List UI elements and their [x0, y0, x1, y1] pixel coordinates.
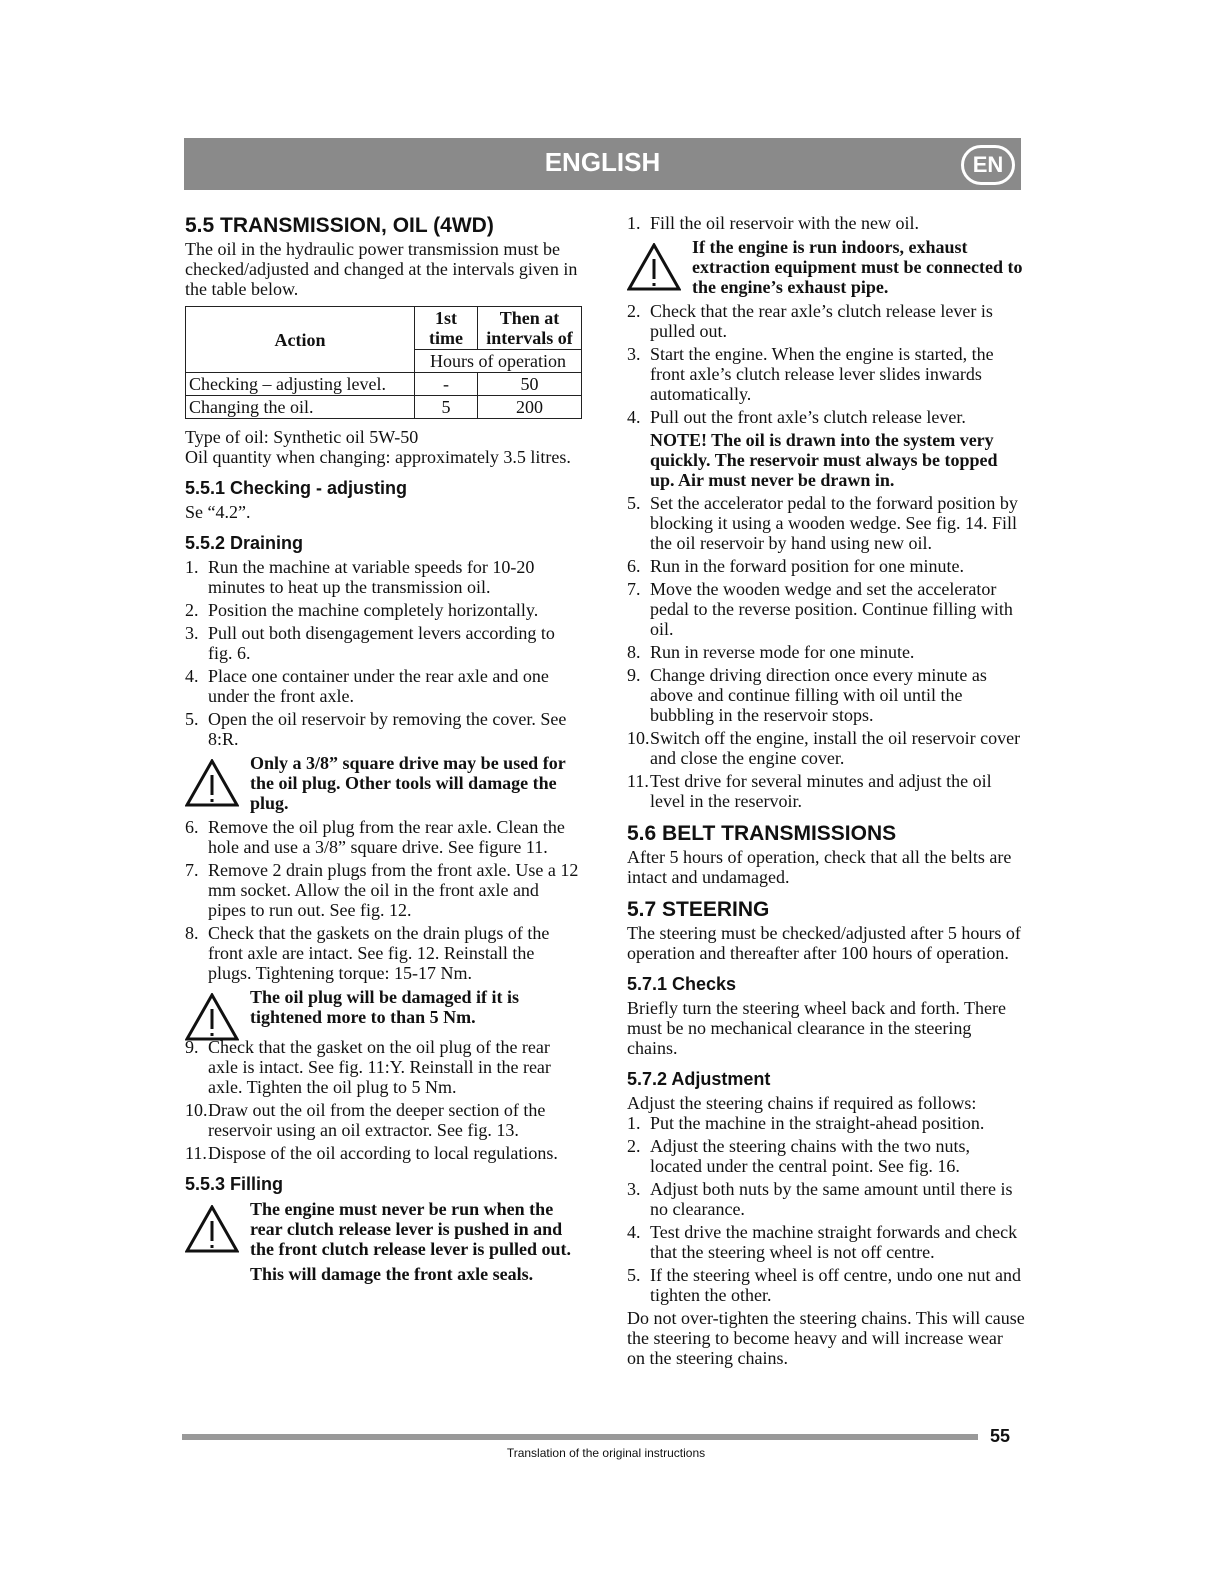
list-item-text: Move the wooden wedge and set the accelerator pedal to the reverse position. Continue filling with oil.: [650, 579, 1013, 639]
warning-text: The oil plug will be damaged if it is tightened more to than 5 Nm.: [250, 987, 520, 1027]
draining-steps-c: [185, 1037, 581, 1163]
filling-steps-b: [627, 301, 1025, 427]
list-item-text: Place one container under the rear axle and one under the front axle.: [208, 666, 549, 706]
list-item: [627, 1265, 1025, 1305]
list-item: [185, 557, 581, 597]
heading-5-6: 5.6 BELT TRANSMISSIONS: [627, 822, 897, 845]
checking-paragraph: Se “4.2”.: [185, 502, 251, 522]
adjustment-intro: Adjust the steering chains if required as follows:: [627, 1093, 977, 1113]
list-item-text: Test drive the machine straight forwards and check that the steering wheel is not off centre.: [650, 1222, 1018, 1262]
list-item-number: 2.: [185, 600, 199, 620]
list-item-text: Position the machine completely horizontally.: [208, 600, 539, 620]
list-item-number: 8.: [185, 923, 199, 943]
list-item-number: 5.: [185, 709, 199, 729]
list-item: [627, 407, 1025, 427]
list-item: [627, 579, 1025, 639]
footer-note: Translation of the original instructions: [506, 1446, 706, 1460]
list-item: [185, 600, 581, 620]
list-item-text: Switch off the engine, install the oil reservoir cover and close the engine cover.: [650, 728, 1021, 768]
list-item: [185, 860, 581, 920]
list-item-text: Remove 2 drain plugs from the front axle. Use a 12 mm socket. Allow the oil in the front axle and pipes to run out. See fig. 12.: [208, 860, 579, 920]
list-item-number: 11.: [627, 771, 649, 791]
list-item-text: Remove the oil plug from the rear axle. Clean the hole and use a 3/8” square drive. See figure 11.: [208, 817, 565, 857]
list-item-number: 5.: [627, 1265, 641, 1285]
list-item-text: If the steering wheel is off centre, undo one nut and tighten the other.: [650, 1265, 1022, 1305]
list-item: [627, 728, 1025, 768]
list-item: [185, 1037, 581, 1097]
list-item-number: 11.: [185, 1143, 207, 1163]
warning-text: If the engine is run indoors, exhaust extraction equipment must be connected to the engine’s exhaust pipe.: [692, 237, 1023, 297]
list-item-number: 3.: [627, 1179, 641, 1199]
filling-steps-a: [627, 213, 1025, 233]
list-item: [627, 1113, 1025, 1133]
oil-quantity: Oil quantity when changing: approximately 3.5 litres.: [185, 447, 571, 467]
warning-triangle-icon: [185, 1205, 239, 1253]
list-item-number: 3.: [185, 623, 199, 643]
list-item: [627, 213, 1025, 233]
footer-rule: [182, 1434, 978, 1440]
left-column: [185, 213, 581, 1288]
table-cell-first: -: [415, 373, 478, 396]
list-item-text: Check that the gasket on the oil plug of the rear axle is intact. See fig. 11:Y. Reinstall in the rear axle. Tighten the oil plug to 5 Nm.: [208, 1037, 551, 1097]
heading-5-7: 5.7 STEERING: [627, 898, 770, 921]
intro-paragraph: The oil in the hydraulic power transmission must be checked/adjusted and changed at the intervals given in the table below.: [185, 239, 578, 299]
list-item-number: 5.: [627, 493, 641, 513]
list-item-text: Dispose of the oil according to local regulations.: [208, 1143, 558, 1163]
page-number: 55: [990, 1426, 1011, 1446]
list-item-text: Pull out both disengagement levers according to fig. 6.: [208, 623, 555, 663]
interval-table: [185, 306, 582, 419]
list-item-text: Check that the rear axle’s clutch release lever is pulled out.: [650, 301, 993, 341]
list-item-number: 1.: [627, 1113, 641, 1133]
list-item-text: Run the machine at variable speeds for 10-20 minutes to heat up the transmission oil.: [208, 557, 535, 597]
list-item-number: 6.: [185, 817, 199, 837]
list-item-text: Draw out the oil from the deeper section of the reservoir using an oil extractor. See fig. 13.: [208, 1100, 546, 1140]
list-item: [627, 344, 1025, 404]
warning-note: [627, 237, 1025, 297]
table-header-first: 1st time: [415, 307, 478, 350]
list-item: [627, 1222, 1025, 1262]
warning-text-consequence: This will damage the front axle seals.: [250, 1264, 534, 1284]
list-item: [627, 665, 1025, 725]
warning-text: The engine must never be run when the rear clutch release lever is pushed in and the front clutch release lever is pulled out.: [250, 1199, 571, 1259]
table-header-action: Action: [186, 307, 415, 373]
oil-type: Type of oil: Synthetic oil 5W-50: [185, 427, 419, 447]
draining-steps-b: [185, 817, 581, 983]
list-item: [627, 771, 1025, 811]
header-banner: [184, 138, 1021, 190]
list-item-number: 10.: [627, 728, 650, 748]
list-item-text: Fill the oil reservoir with the new oil.: [650, 213, 919, 233]
list-item-text: Change driving direction once every minute as above and continue filling with oil until the bubbling in the reservoir stops.: [650, 665, 987, 725]
list-item: [185, 1143, 581, 1163]
list-item-number: 2.: [627, 1136, 641, 1156]
heading-5-5-2: 5.5.2 Draining: [185, 533, 304, 553]
language-badge: EN: [961, 145, 1015, 185]
table-header-hours: Hours of operation: [415, 350, 582, 373]
heading-5-5-1: 5.5.1 Checking - adjusting: [185, 478, 408, 498]
list-item-number: 4.: [185, 666, 199, 686]
table-header-then: Then at intervals of: [478, 307, 582, 350]
closing-paragraph: Do not over-tighten the steering chains. This will cause the steering to become heavy and will increase wear on the steering chains.: [627, 1308, 1025, 1368]
list-item: [185, 817, 581, 857]
list-item-number: 8.: [627, 642, 641, 662]
warning-note: [185, 753, 581, 813]
list-item-text: Open the oil reservoir by removing the cover. See 8:R.: [208, 709, 567, 749]
warning-note: [185, 987, 581, 1033]
list-item-text: Run in the forward position for one minute.: [650, 556, 964, 576]
list-item-number: 7.: [185, 860, 199, 880]
table-cell-then: 200: [478, 396, 582, 419]
list-item-number: 9.: [627, 665, 641, 685]
list-item: [185, 623, 581, 663]
list-item-text: Set the accelerator pedal to the forward position by blocking it using a wooden wedge. See fig. 14. Fill the oil reservoir by hand using new oil.: [650, 493, 1018, 553]
list-item: [627, 1136, 1025, 1176]
list-item: [627, 642, 1025, 662]
list-item-number: 6.: [627, 556, 641, 576]
list-item-text: Run in reverse mode for one minute.: [650, 642, 915, 662]
list-item-number: 4.: [627, 407, 641, 427]
heading-5-7-1: 5.7.1 Checks: [627, 974, 737, 994]
list-item: [185, 709, 581, 749]
list-item: [185, 666, 581, 706]
list-item-number: 3.: [627, 344, 641, 364]
right-column: [627, 213, 1025, 1368]
table-cell-first: 5: [415, 396, 478, 419]
list-item-number: 10.: [185, 1100, 208, 1120]
list-item-text: Check that the gaskets on the drain plugs of the front axle are intact. See fig. 12. Reinstall the plugs. Tightening torque: 15-17 Nm.: [208, 923, 550, 983]
table-cell-then: 50: [478, 373, 582, 396]
list-item-number: 4.: [627, 1222, 641, 1242]
belt-paragraph: After 5 hours of operation, check that all the belts are intact and undamaged.: [627, 847, 1012, 887]
list-item: [185, 923, 581, 983]
table-row: [186, 373, 582, 396]
list-item: [627, 301, 1025, 341]
list-item: [627, 1179, 1025, 1219]
list-item-number: 9.: [185, 1037, 199, 1057]
checks-paragraph: Briefly turn the steering wheel back and forth. There must be no mechanical clearance in the steering chains.: [627, 998, 1007, 1058]
note-text: NOTE! The oil is drawn into the system very quickly. The reservoir must always be topped up. Air must never be drawn in.: [650, 430, 998, 490]
adjustment-steps: [627, 1113, 1025, 1305]
header-title: ENGLISH: [544, 147, 661, 177]
list-item-number: 1.: [627, 213, 641, 233]
warning-triangle-icon: [627, 243, 681, 291]
warning-triangle-icon: [185, 993, 239, 1041]
table-row: [186, 396, 582, 419]
draining-steps-a: [185, 557, 581, 749]
steering-paragraph: The steering must be checked/adjusted after 5 hours of operation and thereafter after 100 hours of operation.: [627, 923, 1021, 963]
list-item-text: Put the machine in the straight-ahead position.: [650, 1113, 985, 1133]
heading-5-5: 5.5 TRANSMISSION, OIL (4WD): [185, 214, 494, 237]
list-item-text: Adjust both nuts by the same amount until there is no clearance.: [650, 1179, 1013, 1219]
list-item-number: 7.: [627, 579, 641, 599]
filling-steps-c: [627, 493, 1025, 811]
warning-text: Only a 3/8” square drive may be used for the oil plug. Other tools will damage the plug.: [250, 753, 566, 813]
table-cell-action: Changing the oil.: [186, 396, 415, 419]
list-item-number: 2.: [627, 301, 641, 321]
list-item: [185, 1100, 581, 1140]
list-item-text: Test drive for several minutes and adjust the oil level in the reservoir.: [650, 771, 992, 811]
list-item-text: Adjust the steering chains with the two nuts, located under the central point. See fig. 16.: [650, 1136, 970, 1176]
list-item-text: Pull out the front axle’s clutch release lever.: [650, 407, 966, 427]
list-item: [627, 556, 1025, 576]
heading-5-5-3: 5.5.3 Filling: [185, 1174, 284, 1194]
warning-note: [185, 1199, 581, 1284]
table-cell-action: Checking – adjusting level.: [186, 373, 415, 396]
list-item-number: 1.: [185, 557, 199, 577]
heading-5-7-2: 5.7.2 Adjustment: [627, 1069, 771, 1089]
list-item-text: Start the engine. When the engine is started, the front axle’s clutch release lever slides inwards automatically.: [650, 344, 994, 404]
list-item: [627, 493, 1025, 553]
warning-triangle-icon: [185, 759, 239, 807]
